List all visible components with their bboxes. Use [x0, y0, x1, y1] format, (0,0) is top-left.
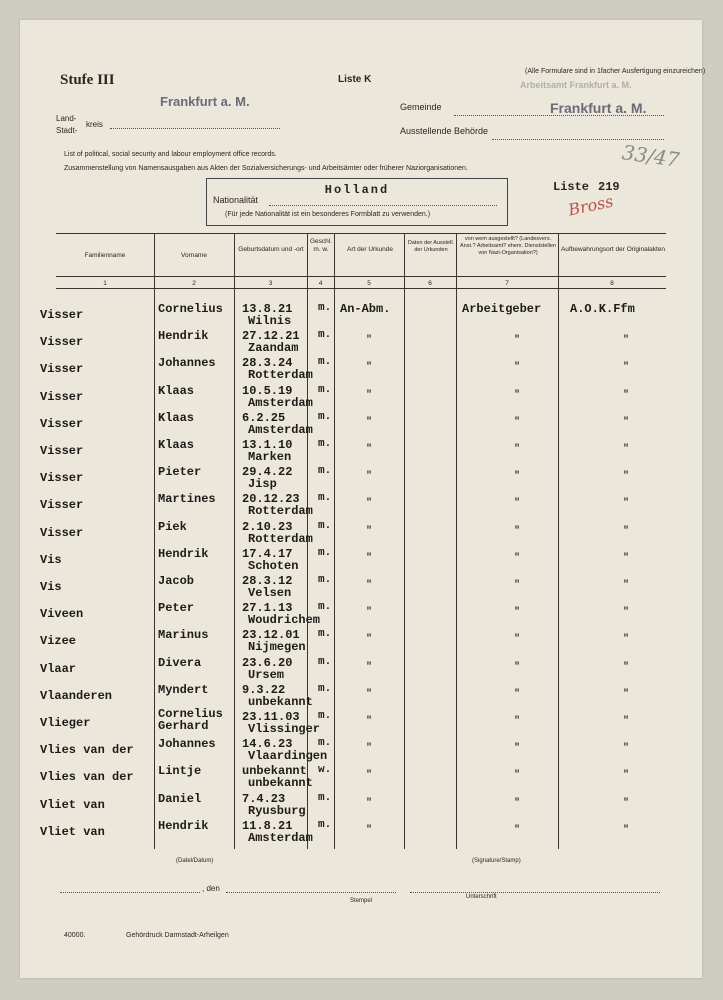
stempel-label: Stempel — [350, 898, 373, 904]
nationality-value: Holland — [324, 183, 390, 197]
row-sex: m. — [318, 383, 332, 396]
row-sex: m. — [318, 818, 332, 831]
col-divider-7 — [558, 233, 559, 849]
row-birth-place: Amsterdam — [248, 395, 313, 410]
row-given-name: Hendrik — [158, 329, 209, 344]
row-issuer-ditto: " — [514, 688, 521, 700]
row-birth-date: 2.10.23 — [242, 519, 293, 534]
row-sex: m. — [318, 682, 332, 695]
row-birth-date: 11.8.21 — [242, 818, 293, 833]
col-num-7: 7 — [505, 280, 509, 287]
row-birth-date: 28.3.24 — [242, 356, 293, 371]
row-birth-place: Marken — [248, 450, 292, 464]
row-sex: m. — [318, 465, 332, 478]
liste-k-label: Liste K — [338, 74, 372, 85]
row-given-name: Johannes — [158, 356, 216, 371]
col-num-3: 3 — [268, 280, 273, 287]
gemeinde-stamp: Frankfurt a. M. — [550, 100, 647, 116]
row-storage-ditto: " — [623, 444, 630, 455]
den-label: , den — [202, 884, 220, 893]
row-surname: Visser — [40, 471, 84, 486]
row-surname: Vliet van — [40, 797, 105, 812]
row-birth-date: 14.6.23 — [242, 737, 293, 752]
row-storage-ditto: " — [623, 525, 630, 537]
row-storage-ditto: " — [623, 716, 630, 727]
row-issuer-ditto: " — [514, 416, 521, 428]
row-birth-place: Vlissinger — [248, 722, 321, 736]
row-issuer-ditto: " — [514, 525, 521, 537]
row-sex: m. — [318, 519, 332, 532]
row-birth-date: 20.12.23 — [242, 492, 300, 507]
row-surname: Visser — [40, 498, 84, 513]
row-issuer-ditto: " — [514, 444, 521, 455]
gemeinde-dotline — [454, 115, 664, 116]
row-document-ditto: " — [366, 416, 373, 428]
row-sex: m. — [318, 655, 332, 668]
row-surname: Vlies van der — [40, 743, 134, 758]
row-document-ditto: " — [366, 444, 373, 455]
row-birth-date: 17.4.17 — [242, 546, 293, 561]
col-num-6: 6 — [428, 280, 432, 287]
signature-dotline — [410, 892, 660, 893]
place-dotline — [60, 892, 200, 893]
row-issuer-ditto: " — [514, 743, 521, 755]
row-given-name: Marinus — [158, 628, 209, 643]
row-storage-ditto: " — [623, 580, 630, 591]
row-given-name: Divera — [158, 655, 202, 670]
printer-name: Gehördruck Darmstadt-Arheilgen — [126, 932, 229, 939]
row-issuer-ditto: " — [514, 498, 521, 510]
row-sex: m. — [318, 410, 332, 423]
col-header-urkunde: Art der Urkunde — [347, 246, 393, 253]
liste-label: Liste — [553, 180, 590, 194]
row-issuer-ditto: " — [514, 335, 521, 347]
row-storage-ditto: " — [623, 770, 630, 782]
row-given-name: Hendrik — [158, 546, 209, 561]
row-surname: Visser — [40, 362, 84, 377]
row-issuer-ditto: " — [514, 824, 521, 836]
row-given-name: Lintje — [158, 764, 202, 779]
signature-label: (Signature/Stamp) — [472, 858, 521, 864]
row-given-name: Johannes — [158, 737, 216, 752]
row-storage-ditto: " — [623, 607, 630, 619]
row-sex: w. — [318, 764, 332, 777]
row-birth-date: 7.4.23 — [242, 791, 286, 806]
row-given-name: Hendrik — [158, 818, 209, 833]
row-birth-date: 6.2.25 — [242, 410, 286, 425]
row-document-ditto: " — [366, 743, 373, 755]
col-header-geburt: Geburtsdatum und -ort — [238, 246, 304, 253]
col-divider-5 — [404, 233, 405, 849]
kreis-label: kreis — [86, 120, 103, 129]
printer-code: 40000. — [64, 932, 86, 939]
stadt-label: Stadt- — [56, 126, 78, 135]
row-storage-ditto: " — [623, 743, 630, 755]
row-storage-ditto: " — [623, 416, 630, 428]
footnote-german: Zusammenstellung von Namensausgaben aus Akten der Sozialversicherungs- und Arbeitsämter oder früherer Naziorganisationen. — [64, 165, 468, 172]
row-surname: Vlieger — [40, 716, 91, 730]
row-sex: m. — [318, 356, 332, 369]
row-birth-place: Jisp — [248, 477, 277, 492]
row-given-name: Piek — [158, 519, 187, 534]
row-surname: Vis — [40, 552, 62, 567]
row-given-name: Martines — [158, 492, 216, 507]
row-birth-place: Wilnis — [248, 314, 292, 328]
kreis-dotline — [110, 128, 280, 129]
row-storage-ditto: " — [623, 335, 630, 347]
row-surname: Vlaar — [40, 661, 77, 676]
row-issuer-ditto: " — [514, 389, 521, 401]
row-issuer-ditto: " — [514, 661, 521, 673]
col-header-daten: Daten der Ausstell. der Urkunden — [407, 240, 455, 253]
row-given-name: Pieter — [158, 465, 202, 480]
row-document-ditto: " — [366, 797, 373, 809]
row-birth-date: 9.3.22 — [242, 682, 286, 697]
row-given-name: Daniel — [158, 791, 202, 806]
row-given-name: Klaas — [158, 438, 195, 452]
row-issuer-ditto: " — [514, 552, 521, 564]
row-surname: Visser — [40, 308, 84, 322]
table-top-rule — [56, 233, 666, 234]
handwritten-red-name: Bross — [566, 191, 615, 220]
row-storage-ditto: " — [623, 362, 630, 374]
row-birth-place: Ursem — [248, 667, 285, 682]
land-label: Land- — [56, 114, 77, 123]
nationality-note: (Für jede Nationalität ist ein besonderes Formblatt zu verwenden.) — [225, 211, 431, 218]
gemeinde-label: Gemeinde — [400, 102, 442, 112]
nationality-label: Nationalität — [213, 195, 259, 205]
row-birth-place: Velsen — [248, 586, 292, 600]
row-issuer-ditto: " — [514, 634, 521, 646]
row-birth-date: 10.5.19 — [242, 383, 293, 398]
row-storage-ditto: " — [623, 471, 630, 483]
row-birth-date: 13.1.10 — [242, 438, 293, 452]
date-dotline — [226, 892, 396, 893]
col-divider-2 — [234, 233, 235, 849]
liste-number: 219 — [598, 180, 620, 194]
row-given-name: Myndert — [158, 682, 209, 697]
row-storage-ditto: " — [623, 634, 630, 646]
row-issuer-ditto: " — [514, 580, 521, 591]
row-issuer-ditto: " — [514, 770, 521, 782]
kreis-stamp: Frankfurt a. M. — [160, 94, 250, 109]
row-sex: m. — [318, 546, 332, 559]
col-header-familienname: Familienname — [84, 252, 126, 259]
row-birth-date: 23.6.20 — [242, 655, 293, 670]
row-sex: m. — [318, 710, 332, 722]
row-birth-date: 23.12.01 — [242, 628, 300, 643]
row-surname: Visser — [40, 444, 84, 458]
table-num-rule — [56, 288, 666, 289]
row-surname: Vis — [40, 580, 62, 594]
row-issuer-ditto: " — [514, 797, 521, 809]
note-top: (Alle Formulare sind in 1facher Ausfertigung einzureichen) — [525, 68, 706, 75]
row-birth-place: Schoten — [248, 558, 299, 573]
col-header-geschl: Geschl. m. w. — [309, 238, 333, 253]
row-surname: Visser — [40, 416, 84, 431]
row-surname: Viveen — [40, 607, 84, 622]
footnote-english: List of political, social security and labour employment office records. — [64, 151, 277, 158]
row-surname: Vlies van der — [40, 770, 134, 785]
row-storage-ditto: " — [623, 552, 630, 564]
col-divider-1 — [154, 233, 155, 849]
row-document-ditto: " — [366, 688, 373, 700]
row-surname: Vizee — [40, 634, 77, 649]
col-num-1: 1 — [103, 280, 107, 287]
row-birth-place: Amsterdam — [248, 422, 313, 437]
row-surname: Visser — [40, 525, 84, 540]
row-sex: m. — [318, 438, 332, 450]
row-birth-place: Nijmegen — [248, 640, 306, 655]
row-issuer-ditto: " — [514, 607, 521, 619]
row-birth-date: 23.11.03 — [242, 710, 300, 724]
col-divider-6 — [456, 233, 457, 849]
behoerde-label: Ausstellende Behörde — [400, 126, 489, 136]
row-sex: m. — [318, 791, 332, 804]
row-document-ditto: " — [366, 716, 373, 727]
row-storage-ditto: " — [623, 797, 630, 809]
row-document-ditto: " — [366, 661, 373, 673]
row-document-ditto: " — [366, 471, 373, 483]
row-birth-date: 28.3.12 — [242, 574, 293, 588]
col-num-4: 4 — [318, 280, 323, 287]
row-birth-place: Rotterdam — [248, 531, 313, 546]
row-sex: m. — [318, 737, 332, 750]
row-given-name: Cornelius — [158, 302, 223, 316]
row-sex: m. — [318, 574, 332, 586]
col-header-aussteller: von wem ausgestellt? (Landesvers. Anst.? Arbeitsamt? ehem. Dienststellen von Nazi-Organisation?) — [460, 236, 556, 256]
col-header-vorname: Vorname — [180, 252, 208, 259]
row-document-ditto: " — [366, 824, 373, 836]
row-birth-date: 27.1.13 — [242, 601, 293, 616]
row-birth-place: Zaandam — [248, 341, 299, 356]
row-given-name: Cornelius Gerhard — [158, 707, 223, 733]
col-num-2: 2 — [192, 280, 196, 287]
nationality-dotline — [269, 205, 497, 206]
row-document-type: An-Abm. — [340, 302, 391, 316]
row-storage-ditto: " — [623, 389, 630, 401]
date-label: (Datel/Datum) — [176, 858, 214, 864]
row-birth-place: Woudrichem — [248, 613, 321, 628]
row-birth-place: Rotterdam — [248, 368, 313, 383]
row-issuer-ditto: " — [514, 362, 521, 374]
col-num-5: 5 — [367, 280, 371, 287]
col-num-8: 8 — [610, 280, 614, 287]
row-birth-date: 29.4.22 — [242, 465, 293, 480]
stufe-label: Stufe III — [60, 72, 115, 88]
row-given-name: Klaas — [158, 410, 195, 425]
row-storage: A.O.K.Ffm — [570, 302, 635, 316]
row-birth-place: Rotterdam — [248, 504, 313, 519]
unterschrift-label: Unterschrift — [466, 894, 497, 900]
row-storage-ditto: " — [623, 688, 630, 700]
document-sheet — [20, 20, 706, 978]
row-birth-date: unbekannt — [242, 764, 307, 779]
row-document-ditto: " — [366, 335, 373, 347]
row-issuer-ditto: " — [514, 716, 521, 727]
row-sex: m. — [318, 601, 332, 614]
row-issuer: Arbeitgeber — [462, 302, 542, 316]
row-surname: Visser — [40, 389, 84, 404]
row-sex: m. — [318, 628, 332, 641]
row-sex: m. — [318, 492, 332, 505]
row-given-name: Klaas — [158, 383, 195, 398]
faded-stamp-text: Arbeitsamt Frankfurt a. M. — [520, 80, 632, 90]
row-birth-date: 27.12.21 — [242, 329, 300, 344]
row-birth-place: Amsterdam — [248, 830, 313, 845]
nationality-box — [206, 178, 508, 226]
row-storage-ditto: " — [623, 661, 630, 673]
row-birth-place: unbekannt — [248, 694, 313, 709]
row-document-ditto: " — [366, 634, 373, 646]
row-birth-date: 13.8.21 — [242, 302, 293, 316]
row-surname: Vlaanderen — [40, 688, 113, 703]
col-divider-4 — [334, 233, 335, 849]
row-document-ditto: " — [366, 580, 373, 591]
row-document-ditto: " — [366, 552, 373, 564]
row-storage-ditto: " — [623, 498, 630, 510]
row-document-ditto: " — [366, 362, 373, 374]
row-document-ditto: " — [366, 389, 373, 401]
row-sex: m. — [318, 302, 332, 314]
behoerde-dotline — [492, 139, 664, 140]
row-document-ditto: " — [366, 607, 373, 619]
col-header-aufbewahrung: Aufbewahrungsort der Originalakten — [560, 246, 666, 253]
row-document-ditto: " — [366, 498, 373, 510]
table-header-rule — [56, 276, 666, 277]
row-issuer-ditto: " — [514, 471, 521, 483]
row-given-name: Peter — [158, 601, 195, 616]
row-document-ditto: " — [366, 525, 373, 537]
row-birth-place: unbekannt — [248, 776, 313, 791]
row-birth-place: Vlaardingen — [248, 749, 328, 764]
row-surname: Vliet van — [40, 824, 105, 839]
row-birth-place: Ryusburg — [248, 803, 306, 818]
row-sex: m. — [318, 329, 332, 342]
handwritten-number: 33/47 — [620, 140, 682, 172]
row-given-name: Jacob — [158, 574, 195, 588]
row-document-ditto: " — [366, 770, 373, 782]
row-storage-ditto: " — [623, 824, 630, 836]
row-surname: Visser — [40, 335, 84, 350]
